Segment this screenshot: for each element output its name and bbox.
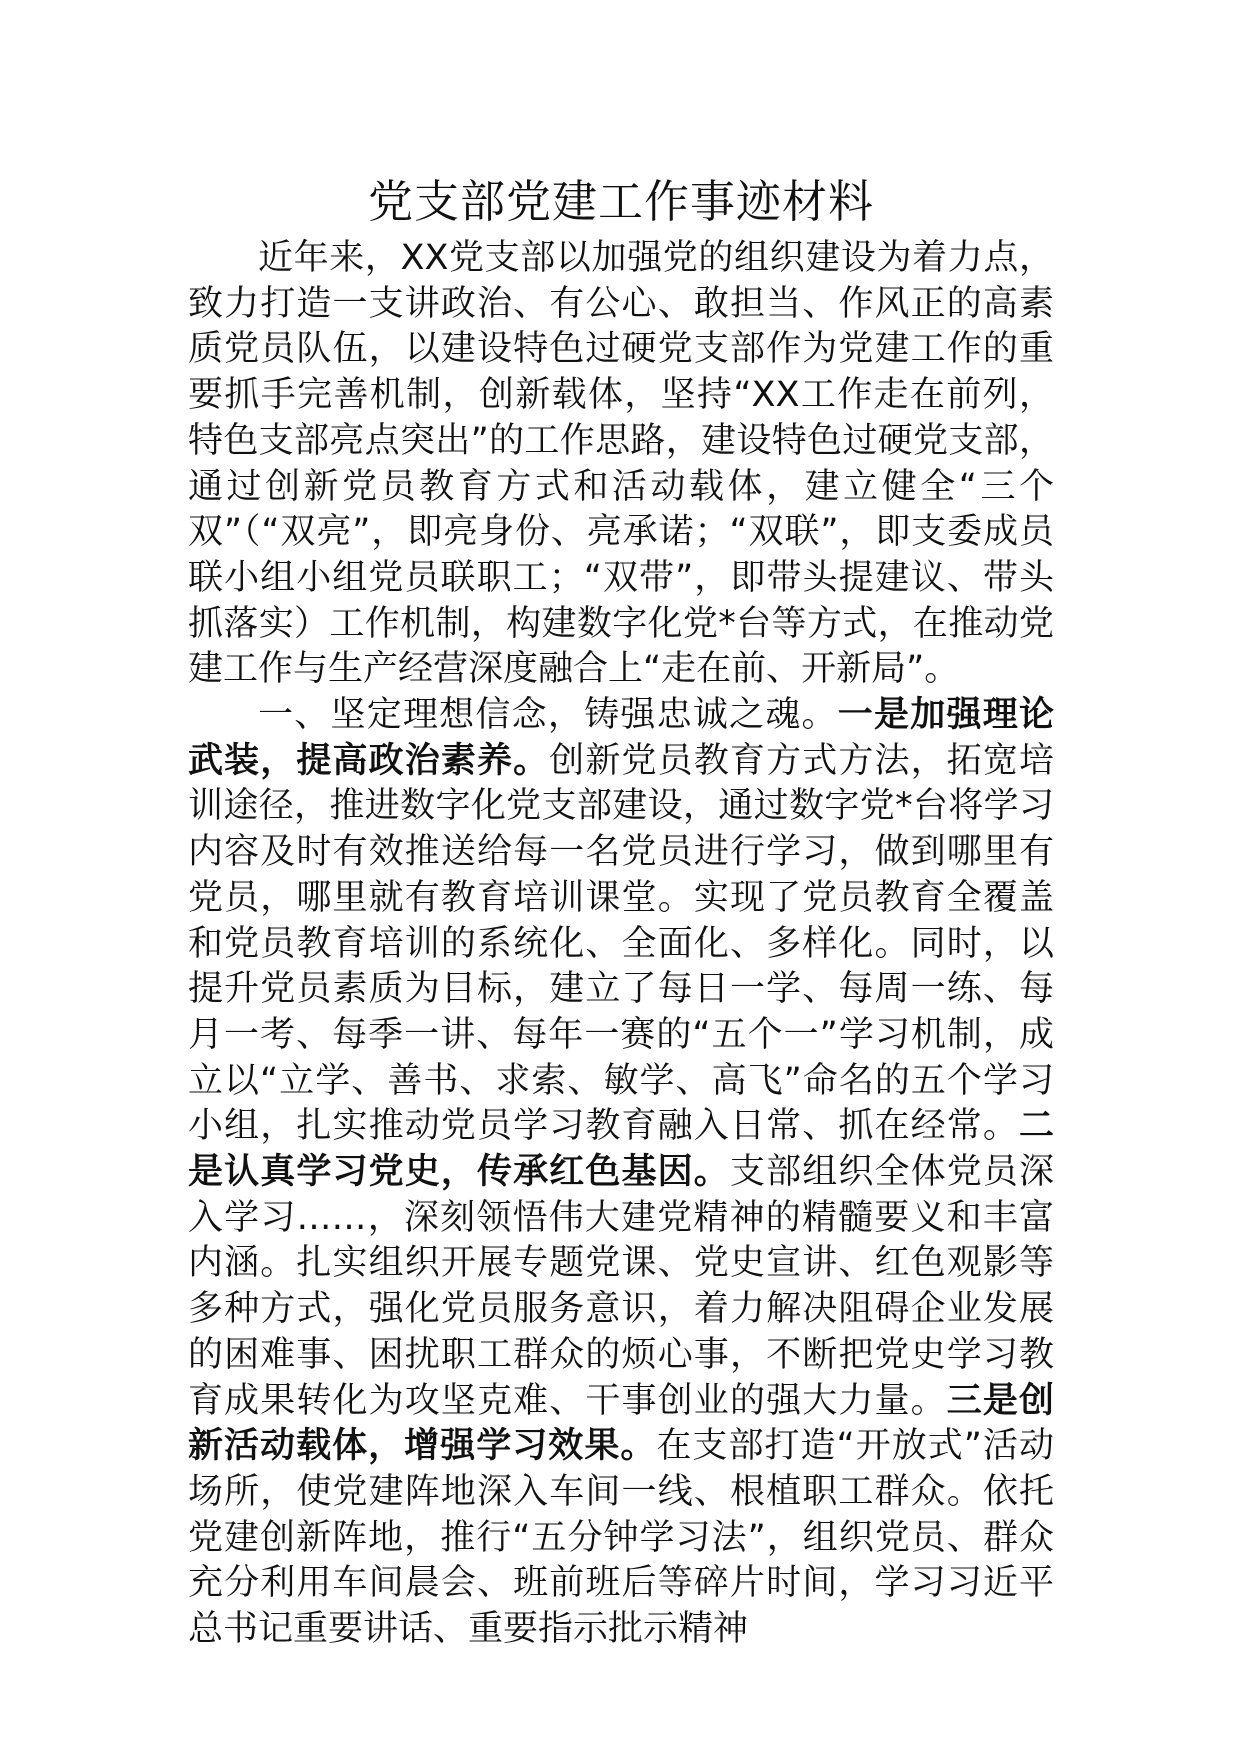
intro-paragraph: 近年来，XX党支部以加强党的组织建设为着力点，致力打造一支讲政治、有公心、敢担当、作风正的高素质党员队伍，以建设特色过硬党支部作为党建工作的重要抓手完善机制，创新载体，坚持“XX工作走在前列，特色支部亮点突出”的工作思路，建设特色过硬党支部，通过创新党员教育方式和活动载体，建立健全“三个双”（“双亮”，即亮身份、亮承诺；“双联”，即支委成员联小组小组党员联职工；“双带”，即带头提建议、带头抓落实）工作机制，构建数字化党*台等方式，在推动党建工作与生产经营深度融合上“走在前、开新局”。 (188, 238, 1054, 690)
point-one-title: 一是加强理论武装，提高政治素养。 (188, 695, 1054, 781)
point-one-text: 创新党员教育方式方法，拓宽培训途径，推进数字化党支部建设，通过数字党*台将学习内容及时有效推送给每一名党员进行学习，做到哪里有党员，哪里就有教育培训课堂。实现了党员教育全覆盖和党员教育培训的系统化、全面化、多样化。同时，以提升党员素质为目标，建立了每日一学、每周一练、每月一考、每季一讲、每年一赛的“五个一”学习机制，成立以“立学、善书、求索、敏学、高飞”命名的五个学习小组，扎实推动党员学习教育融入日常、抓在经常。 (188, 740, 1054, 1147)
point-three-title: 三是创新活动载体，增强学习效果。 (188, 1380, 1054, 1467)
document-title: 党支部党建工作事迹材料 (367, 175, 874, 228)
section-one-heading: 一、坚定理想信念，铸强忠诚之魂。 (258, 695, 838, 736)
point-two-text: 支部组织全体党员深入学习……，深刻领悟伟大建党精神的精髓要义和丰富内涵。扎实组织开展专题党课、党史宣讲、红色观影等多种方式，强化党员服务意识，着力解决阻碍企业发展的困难事、困扰职工群众的烦心事，不断把党史学习教育成果转化为攻坚克难、干事创业的强大力量。 (188, 1152, 1054, 1421)
point-two-title: 二是认真学习党史，传承红色基因。 (188, 1106, 1054, 1193)
document-page (188, 168, 1054, 1653)
section-one-paragraph (188, 693, 1054, 1653)
point-three-text: 在支部打造“开放式”活动场所，使党建阵地深入车间一线、根植职工群众。依托党建创新阵地，推行“五分钟学习法”，组织党员、群众充分利用车间晨会、班前班后等碎片时间，学习习近平总书记重要讲话、重要指示批示精神 (188, 1426, 1054, 1650)
